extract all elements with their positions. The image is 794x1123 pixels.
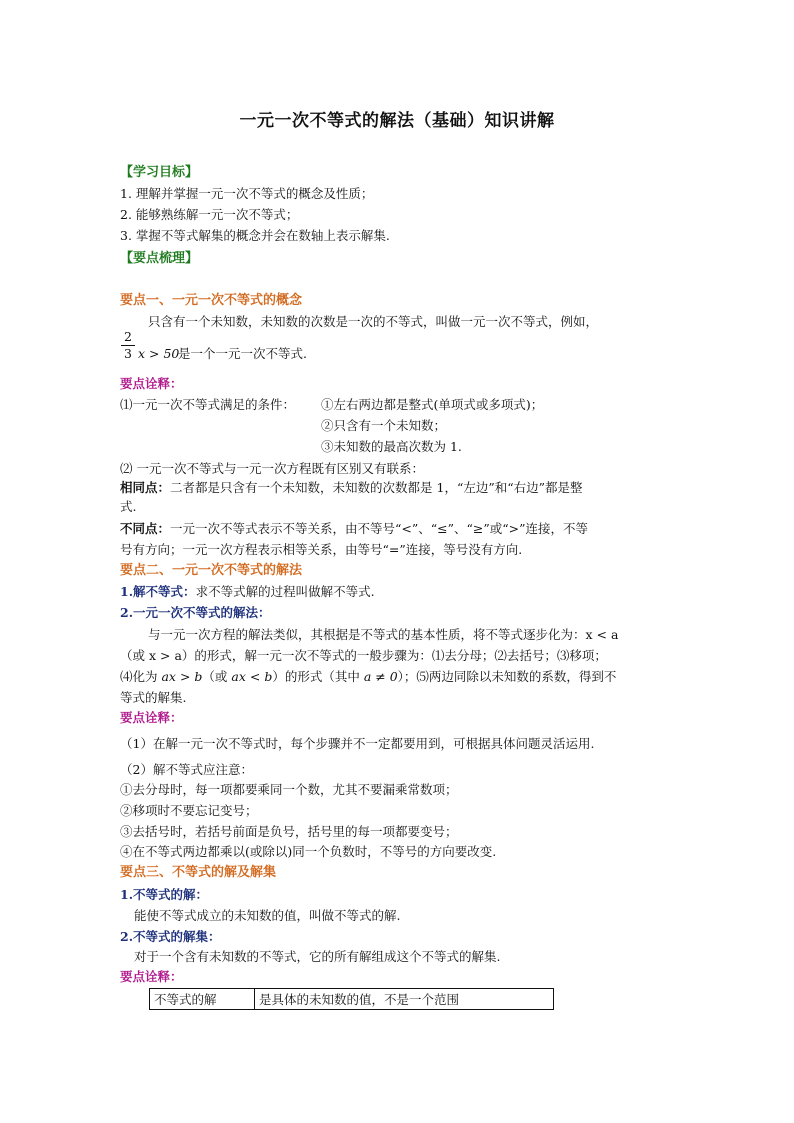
point-three-heading: 要点三、不等式的解及解集 xyxy=(120,865,277,880)
similarity-line xyxy=(120,479,583,496)
page-title: 一元一次不等式的解法（基础）知识讲解 xyxy=(239,111,555,131)
comparison-table xyxy=(149,988,554,1010)
method-text: ）的形式（其中 xyxy=(272,669,364,684)
section-heading-points: 【要点梳理】 xyxy=(120,251,199,266)
note-label: 要点诠释： xyxy=(120,710,183,725)
note-subitem: ④在不等式两边都乘以(或除以)同一个负数时，不等号的方向要改变. xyxy=(120,844,497,859)
note-item: （2）解不等式应注意： xyxy=(120,762,253,777)
solution-set-text: 对于一个含有未知数的不等式，它的所有解组成这个不等式的解集. xyxy=(134,949,501,964)
difference-line xyxy=(120,520,588,537)
note-item: （1）在解一元一次不等式时，每个步骤并不一定都要用到，可根据具体问题灵活运用. xyxy=(120,736,595,751)
solution-text: 能使不等式成立的未知数的值，叫做不等式的解. xyxy=(134,908,401,923)
method-text: 等式的解集. xyxy=(120,690,187,705)
method-text: （或 xyxy=(202,669,232,684)
inline-math: a ≠ 0 xyxy=(363,669,398,684)
solve-definition-text: 求不等式解的过程叫做解不等式. xyxy=(195,584,375,599)
difference-question: ⑵ 一元一次不等式与一元一次方程既有区别又有联系： xyxy=(120,461,424,476)
condition-item: ②只含有一个未知数； xyxy=(321,418,447,433)
solve-definition-label: 1.解不等式： xyxy=(120,584,196,599)
method-text-with-math xyxy=(120,668,616,685)
fraction-two-thirds xyxy=(121,330,135,361)
note-subitem: ③去括号时，若括号前面是负号，括号里的每一项都要变号； xyxy=(120,824,458,839)
condition-lead: ⑴一元一次不等式满足的条件： xyxy=(120,397,296,412)
fraction-denominator: 3 xyxy=(124,346,132,361)
point-one-heading: 要点一、一元一次不等式的概念 xyxy=(120,293,303,308)
difference-text-cont: 号有方向；一元一次方程表示相等关系，由等号“=”连接，等号没有方向. xyxy=(120,542,523,557)
definition-text: 只含有一个未知数，未知数的次数是一次的不等式，叫做一元一次不等式，例如， xyxy=(148,314,599,329)
method-text: 与一元一次方程的解法类似，其根据是不等式的基本性质，将不等式逐步化为：x < a xyxy=(148,627,619,642)
method-text: ）；⑸两边同除以未知数的系数，得到不 xyxy=(397,669,617,684)
inline-math: ax < b xyxy=(231,669,273,684)
table-cell: 不等式的解 xyxy=(150,989,255,1010)
method-text: ⑷化为 xyxy=(120,669,162,684)
table-cell: 是具体的未知数的值，不是一个范围 xyxy=(255,989,554,1010)
note-label: 要点诠释： xyxy=(120,969,183,984)
note-subitem: ①去分母时，每一项都要乘同一个数，尤其不要漏乘常数项； xyxy=(120,782,458,797)
table-row xyxy=(150,989,554,1010)
method-text: （或 x > a）的形式，解一元一次不等式的一般步骤为：⑴去分母；⑵去括号；⑶移项； xyxy=(120,648,607,663)
similarity-text-cont: 式. xyxy=(120,499,137,514)
similarity-text: 二者都是只含有一个未知数，未知数的次数都是 1，“左边”和“右边”都是整 xyxy=(170,480,583,495)
solve-method-label: 2.一元一次不等式的解法： xyxy=(120,605,271,620)
goal-item: 3. 掌握不等式解集的概念并会在数轴上表示解集. xyxy=(120,228,390,243)
section-heading-goals: 【学习目标】 xyxy=(120,165,199,180)
note-subitem: ②移项时不要忘记变号； xyxy=(120,803,258,818)
example-inequality: x > 50 xyxy=(138,346,180,361)
note-label: 要点诠释： xyxy=(120,376,183,391)
goal-item: 1. 理解并掌握一元一次不等式的概念及性质； xyxy=(120,186,374,201)
point-two-heading: 要点二、一元一次不等式的解法 xyxy=(120,563,303,578)
solution-set-label: 2.不等式的解集： xyxy=(120,929,221,944)
condition-item: ①左右两边都是整式(单项式或多项式)； xyxy=(321,397,544,412)
inline-math: ax > b xyxy=(161,669,203,684)
similarity-label: 相同点： xyxy=(120,480,171,495)
goal-item: 2. 能够熟练解一元一次不等式； xyxy=(120,207,299,222)
solve-definition-line xyxy=(120,583,375,600)
condition-item: ③未知数的最高次数为 1. xyxy=(321,439,462,454)
difference-label: 不同点： xyxy=(120,521,171,536)
difference-text: 一元一次不等式表示不等关系，由不等号“<”、“≤”、“≥”或“>”连接，不等 xyxy=(170,521,589,536)
fraction-numerator: 2 xyxy=(124,329,132,344)
example-text: 是一个一元一次不等式. xyxy=(178,346,307,361)
solution-label: 1.不等式的解： xyxy=(120,887,209,902)
